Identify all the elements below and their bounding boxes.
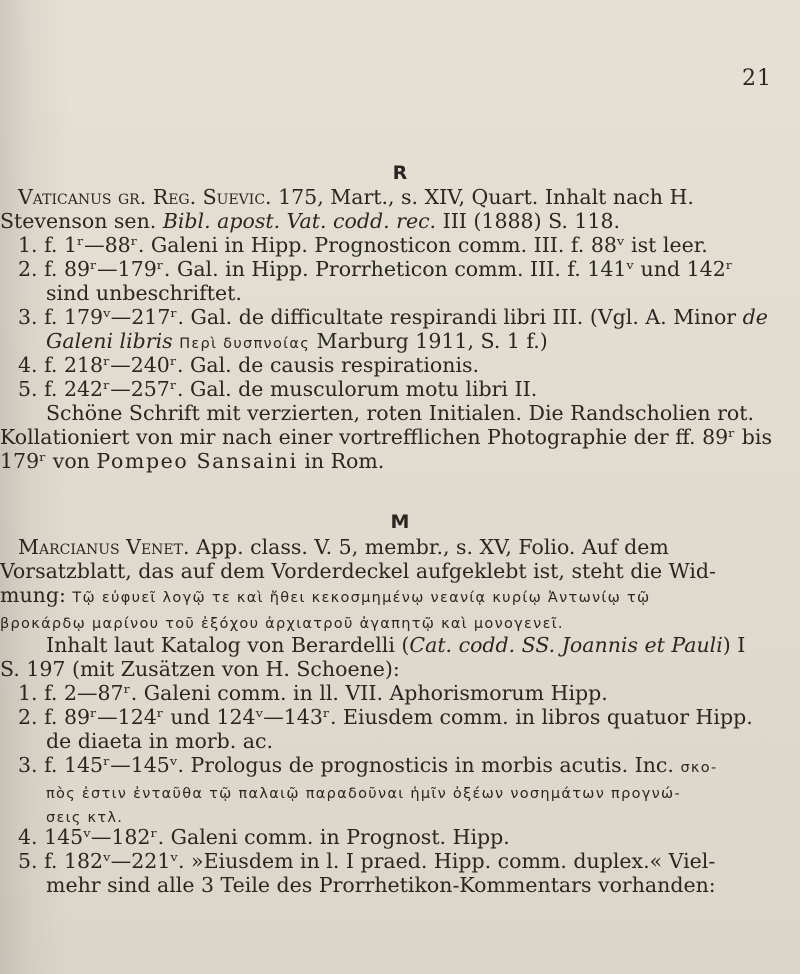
- section-siglum-r: R: [392, 162, 408, 184]
- r-item-2-cont: sind unbeschriftet.: [46, 281, 242, 305]
- m-item-1: 1. f. 2—87ʳ. Galeni comm. in ll. VII. Aphorismorum Hipp.: [18, 681, 608, 705]
- r-item-5: 5. f. 242ʳ—257ʳ. Gal. de musculorum motu libri II.: [18, 377, 538, 401]
- m-item-4: 4. 145ᵛ—182ʳ. Galeni comm. in Prognost. Hipp.: [18, 825, 510, 849]
- r-item-3-cont: Galeni libris Περὶ δυσπνοίας Marburg 1911, S. 1 f.): [46, 329, 548, 353]
- m-item-5: 5. f. 182ᵛ—221ᵛ. »Eiusdem in l. I praed. Hipp. comm. duplex.« Viel-: [18, 849, 716, 873]
- m-inhalt-cont: S. 197 (mit Zusätzen von H. Schoene):: [0, 657, 400, 681]
- m-item-3: 3. f. 145ʳ—145ᵛ. Prologus de prognosticis in morbis acutis. Inc. σκο-: [18, 753, 718, 777]
- manuscript-name: Marcianus Venet.: [18, 535, 190, 559]
- r-line-2: Stevenson sen. Bibl. apost. Vat. codd. rec. III (1888) S. 118.: [0, 209, 621, 233]
- page-number: 21: [742, 66, 772, 91]
- m-dedication-cont: [0, 609, 564, 636]
- greek-dedication: Τῷ εὐφυεῖ λογῷ τε καὶ ἤθει κεκοσμημένῳ νεανίᾳ κυρίῳ Ἀντωνίῳ τῷ: [72, 590, 651, 606]
- section-siglum-m: M: [390, 511, 410, 533]
- r-collation: Kollationiert von mir nach einer vortrefflichen Photographie der ff. 89ʳ bis: [0, 425, 772, 449]
- m-line-2: Vorsatzblatt, das auf dem Vorderdeckel aufgeklebt ist, steht die Wid-: [0, 559, 716, 583]
- m-item-2-cont: de diaeta in morb. ac.: [46, 729, 274, 753]
- m-inhalt: Inhalt laut Katalog von Berardelli (Cat. codd. SS. Joannis et Pauli) I: [46, 633, 746, 657]
- m-item-3-greek: πὸς ἐστιν ἐνταῦθα τῷ παλαιῷ παραδοῦναι ἡμῖν ὀξέων νοσημάτων προγνώ-: [46, 786, 682, 802]
- r-item-1: 1. f. 1ʳ—88ʳ. Galeni in Hipp. Prognosticon comm. III. f. 88ᵛ ist leer.: [18, 233, 708, 257]
- r-item-4: 4. f. 218ʳ—240ʳ. Gal. de causis respirationis.: [18, 353, 480, 377]
- r-description: Schöne Schrift mit verzierten, roten Initialen. Die Randscholien rot.: [46, 401, 755, 425]
- manuscript-name: Vaticanus gr. Reg. Suevic.: [18, 185, 272, 209]
- m-item-3-greek-end: σεις κτλ.: [46, 810, 124, 826]
- r-collation-cont: 179ʳ von Pompeo Sansaini in Rom.: [0, 449, 385, 473]
- m-line-1: Marcianus Venet. App. class. V. 5, membr., s. XV, Folio. Auf dem: [18, 535, 669, 559]
- m-item-5-cont: mehr sind alle 3 Teile des Prorrhetikon-Kommentars vorhanden:: [46, 873, 716, 897]
- greek-dedication-cont: βροκάρδῳ μαρίνου τοῦ ἐξόχου ἀρχιατροῦ ἀγαπητῷ καὶ μονογενεῖ.: [0, 616, 564, 632]
- r-item-2: 2. f. 89ʳ—179ʳ. Gal. in Hipp. Prorrheticon comm. III. f. 141ᵛ und 142ʳ: [18, 257, 733, 281]
- m-dedication: mung: Τῷ εὐφυεῖ λογῷ τε καὶ ἤθει κεκοσμημένῳ νεανίᾳ κυρίῳ Ἀντωνίῳ τῷ: [0, 583, 651, 607]
- r-item-3: 3. f. 179ᵛ—217ʳ. Gal. de difficultate respirandi libri III. (Vgl. A. Minor de: [18, 305, 768, 329]
- m-item-2: 2. f. 89ʳ—124ʳ und 124ᵛ—143ʳ. Eiusdem comm. in libros quatuor Hipp.: [18, 705, 753, 729]
- r-line-1: Vaticanus gr. Reg. Suevic. 175, Mart., s. XIV, Quart. Inhalt nach H.: [18, 185, 694, 209]
- greek-title: Περὶ δυσπνοίας: [179, 336, 311, 352]
